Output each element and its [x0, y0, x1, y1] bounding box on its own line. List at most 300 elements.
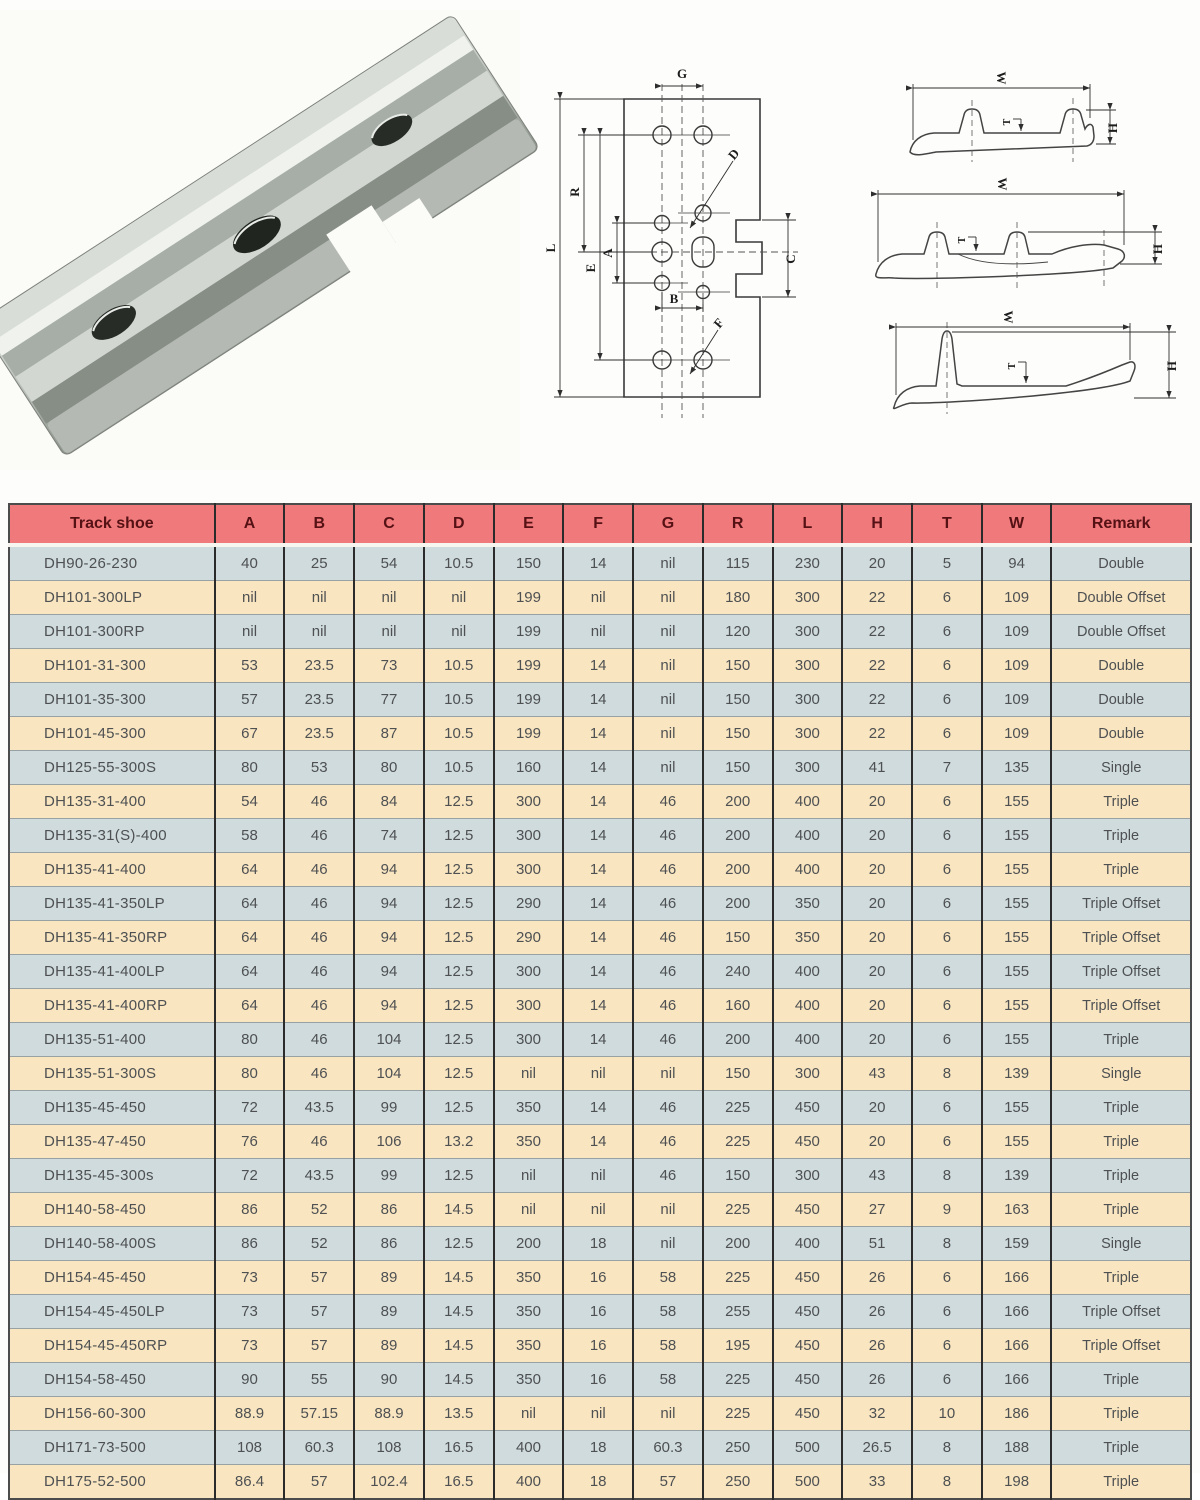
value-cell: nil — [424, 581, 494, 615]
value-cell: 73 — [354, 649, 424, 683]
remark-cell: Double — [1051, 683, 1191, 717]
value-cell: 200 — [703, 785, 773, 819]
value-cell: 10.5 — [424, 751, 494, 785]
value-cell: 26 — [842, 1261, 912, 1295]
value-cell: 150 — [703, 683, 773, 717]
value-cell: 94 — [354, 921, 424, 955]
value-cell: 26.5 — [842, 1431, 912, 1465]
value-cell: 10.5 — [424, 683, 494, 717]
value-cell: 160 — [494, 751, 564, 785]
value-cell: 52 — [284, 1227, 354, 1261]
value-cell: 46 — [284, 921, 354, 955]
value-cell: 6 — [912, 1023, 982, 1057]
value-cell: 350 — [494, 1363, 564, 1397]
value-cell: 46 — [284, 955, 354, 989]
value-cell: 155 — [982, 955, 1052, 989]
value-cell: 14 — [563, 819, 633, 853]
value-cell: nil — [563, 1193, 633, 1227]
value-cell: 230 — [773, 545, 843, 581]
value-cell: 225 — [703, 1397, 773, 1431]
value-cell: nil — [284, 581, 354, 615]
value-cell: 150 — [703, 717, 773, 751]
remark-cell: Double — [1051, 649, 1191, 683]
value-cell: 155 — [982, 785, 1052, 819]
value-cell: 46 — [633, 819, 703, 853]
value-cell: 198 — [982, 1465, 1052, 1500]
value-cell: 46 — [633, 853, 703, 887]
value-cell: 46 — [284, 819, 354, 853]
value-cell: 300 — [494, 1023, 564, 1057]
value-cell: 64 — [215, 955, 285, 989]
value-cell: 20 — [842, 545, 912, 581]
value-cell: 80 — [354, 751, 424, 785]
value-cell: nil — [424, 615, 494, 649]
remark-cell: Triple Offset — [1051, 1329, 1191, 1363]
table-row — [9, 1227, 1191, 1261]
value-cell: nil — [633, 717, 703, 751]
value-cell: 225 — [703, 1125, 773, 1159]
value-cell: 46 — [633, 1091, 703, 1125]
value-cell: 89 — [354, 1295, 424, 1329]
value-cell: nil — [354, 615, 424, 649]
value-cell: 450 — [773, 1329, 843, 1363]
value-cell: 46 — [633, 921, 703, 955]
table-row — [9, 989, 1191, 1023]
value-cell: 200 — [703, 1023, 773, 1057]
value-cell: 52 — [284, 1193, 354, 1227]
cross-sections-svg — [858, 40, 1200, 470]
value-cell: 6 — [912, 853, 982, 887]
value-cell: 400 — [773, 955, 843, 989]
value-cell: 109 — [982, 717, 1052, 751]
track-shoe-name: DH140-58-400S — [9, 1227, 215, 1261]
value-cell: 199 — [494, 581, 564, 615]
value-cell: 155 — [982, 921, 1052, 955]
table-row — [9, 853, 1191, 887]
value-cell: 46 — [633, 887, 703, 921]
value-cell: 99 — [354, 1159, 424, 1193]
track-shoe-name: DH135-41-400 — [9, 853, 215, 887]
value-cell: 57 — [284, 1465, 354, 1500]
value-cell: 14.5 — [424, 1193, 494, 1227]
track-shoe-name: DH135-45-450 — [9, 1091, 215, 1125]
value-cell: 14 — [563, 989, 633, 1023]
value-cell: nil — [215, 581, 285, 615]
value-cell: 46 — [284, 1023, 354, 1057]
value-cell: 350 — [773, 921, 843, 955]
value-cell: 104 — [354, 1023, 424, 1057]
value-cell: 400 — [773, 819, 843, 853]
value-cell: 120 — [703, 615, 773, 649]
value-cell: nil — [633, 649, 703, 683]
value-cell: 12.5 — [424, 1159, 494, 1193]
value-cell: 300 — [494, 955, 564, 989]
value-cell: 9 — [912, 1193, 982, 1227]
value-cell: 350 — [494, 1091, 564, 1125]
value-cell: 195 — [703, 1329, 773, 1363]
value-cell: 155 — [982, 1091, 1052, 1125]
value-cell: 43.5 — [284, 1091, 354, 1125]
track-shoe-name: DH135-47-450 — [9, 1125, 215, 1159]
table-row — [9, 819, 1191, 853]
value-cell: 94 — [354, 989, 424, 1023]
value-cell: 16 — [563, 1261, 633, 1295]
value-cell: 106 — [354, 1125, 424, 1159]
value-cell: 73 — [215, 1329, 285, 1363]
value-cell: 150 — [703, 1159, 773, 1193]
value-cell: 225 — [703, 1091, 773, 1125]
value-cell: 46 — [633, 1023, 703, 1057]
remark-cell: Triple — [1051, 1363, 1191, 1397]
value-cell: 46 — [633, 1125, 703, 1159]
value-cell: nil — [633, 1193, 703, 1227]
value-cell: 14 — [563, 683, 633, 717]
table-row — [9, 1159, 1191, 1193]
value-cell: 90 — [215, 1363, 285, 1397]
dim-label-f: F — [710, 315, 727, 331]
value-cell: 7 — [912, 751, 982, 785]
value-cell: 94 — [354, 853, 424, 887]
value-cell: 72 — [215, 1159, 285, 1193]
track-shoe-name: DH135-31-400 — [9, 785, 215, 819]
value-cell: 32 — [842, 1397, 912, 1431]
dim-label-t-top: T — [1002, 118, 1013, 126]
value-cell: 155 — [982, 887, 1052, 921]
track-shoe-name: DH154-45-450LP — [9, 1295, 215, 1329]
value-cell: 14 — [563, 649, 633, 683]
value-cell: 88.9 — [215, 1397, 285, 1431]
value-cell: 20 — [842, 1125, 912, 1159]
value-cell: 450 — [773, 1261, 843, 1295]
value-cell: nil — [494, 1159, 564, 1193]
remark-cell: Double — [1051, 717, 1191, 751]
remark-cell: Triple — [1051, 1465, 1191, 1500]
value-cell: 290 — [494, 921, 564, 955]
table-header-row — [9, 504, 1191, 545]
value-cell: 64 — [215, 853, 285, 887]
track-shoe-name: DH156-60-300 — [9, 1397, 215, 1431]
value-cell: 400 — [773, 989, 843, 1023]
remark-cell: Triple Offset — [1051, 887, 1191, 921]
value-cell: 87 — [354, 717, 424, 751]
plan-view-svg — [540, 40, 870, 460]
track-shoe-name: DH135-31(S)-400 — [9, 819, 215, 853]
value-cell: 14.5 — [424, 1261, 494, 1295]
value-cell: nil — [633, 615, 703, 649]
value-cell: 102.4 — [354, 1465, 424, 1500]
value-cell: 12.5 — [424, 887, 494, 921]
value-cell: 225 — [703, 1193, 773, 1227]
value-cell: 20 — [842, 955, 912, 989]
table-row — [9, 1125, 1191, 1159]
value-cell: 108 — [354, 1431, 424, 1465]
value-cell: 58 — [633, 1295, 703, 1329]
value-cell: 400 — [773, 1023, 843, 1057]
value-cell: 64 — [215, 887, 285, 921]
value-cell: 16.5 — [424, 1465, 494, 1500]
value-cell: 73 — [215, 1295, 285, 1329]
track-shoe-photo-svg — [0, 10, 520, 470]
dim-label-t-bot: T — [1007, 362, 1018, 370]
value-cell: 22 — [842, 649, 912, 683]
value-cell: 43.5 — [284, 1159, 354, 1193]
value-cell: 86 — [215, 1227, 285, 1261]
value-cell: nil — [284, 615, 354, 649]
double-grouser-section — [910, 72, 1120, 163]
table-row — [9, 1295, 1191, 1329]
remark-cell: Double Offset — [1051, 615, 1191, 649]
table-row — [9, 1329, 1191, 1363]
value-cell: 55 — [284, 1363, 354, 1397]
value-cell: 74 — [354, 819, 424, 853]
value-cell: 58 — [633, 1329, 703, 1363]
value-cell: 350 — [773, 887, 843, 921]
remark-cell: Triple — [1051, 1091, 1191, 1125]
value-cell: 94 — [354, 955, 424, 989]
dim-label-l: L — [543, 243, 558, 253]
value-cell: 60.3 — [633, 1431, 703, 1465]
value-cell: 400 — [773, 853, 843, 887]
value-cell: 41 — [842, 751, 912, 785]
dim-label-a: A — [600, 248, 615, 258]
value-cell: 6 — [912, 989, 982, 1023]
value-cell: 450 — [773, 1125, 843, 1159]
column-header-r: R — [703, 504, 773, 545]
value-cell: 86.4 — [215, 1465, 285, 1500]
value-cell: 16 — [563, 1363, 633, 1397]
value-cell: 12.5 — [424, 955, 494, 989]
value-cell: 6 — [912, 955, 982, 989]
table-row — [9, 649, 1191, 683]
remark-cell: Single — [1051, 1227, 1191, 1261]
track-shoe-name: DH101-31-300 — [9, 649, 215, 683]
value-cell: 400 — [494, 1431, 564, 1465]
value-cell: 6 — [912, 1363, 982, 1397]
value-cell: 199 — [494, 615, 564, 649]
value-cell: nil — [563, 581, 633, 615]
value-cell: nil — [633, 581, 703, 615]
value-cell: 450 — [773, 1091, 843, 1125]
value-cell: nil — [563, 1159, 633, 1193]
table-row — [9, 1363, 1191, 1397]
value-cell: 46 — [633, 955, 703, 989]
value-cell: 43 — [842, 1159, 912, 1193]
value-cell: 20 — [842, 1023, 912, 1057]
dim-label-g: G — [676, 66, 688, 81]
table-row — [9, 683, 1191, 717]
table-row — [9, 1261, 1191, 1295]
dim-label-e: E — [583, 263, 598, 273]
value-cell: 199 — [494, 717, 564, 751]
value-cell: 46 — [284, 1125, 354, 1159]
table-row — [9, 545, 1191, 581]
plate-outline — [624, 99, 762, 397]
value-cell: 155 — [982, 1125, 1052, 1159]
track-shoe-name: DH101-300RP — [9, 615, 215, 649]
track-shoe-name: DH140-58-450 — [9, 1193, 215, 1227]
value-cell: 14 — [563, 955, 633, 989]
value-cell: 12.5 — [424, 1057, 494, 1091]
track-shoe-name: DH154-45-450RP — [9, 1329, 215, 1363]
value-cell: 180 — [703, 581, 773, 615]
value-cell: 94 — [982, 545, 1052, 581]
value-cell: 54 — [215, 785, 285, 819]
value-cell: 12.5 — [424, 853, 494, 887]
value-cell: 109 — [982, 649, 1052, 683]
value-cell: 12.5 — [424, 819, 494, 853]
value-cell: 6 — [912, 683, 982, 717]
value-cell: nil — [633, 751, 703, 785]
value-cell: 14 — [563, 1125, 633, 1159]
value-cell: 12.5 — [424, 989, 494, 1023]
value-cell: 166 — [982, 1261, 1052, 1295]
value-cell: 163 — [982, 1193, 1052, 1227]
value-cell: 18 — [563, 1431, 633, 1465]
remark-cell: Triple — [1051, 1431, 1191, 1465]
value-cell: 16 — [563, 1295, 633, 1329]
value-cell: 20 — [842, 785, 912, 819]
remark-cell: Single — [1051, 751, 1191, 785]
track-shoe-name: DH101-35-300 — [9, 683, 215, 717]
value-cell: 6 — [912, 1091, 982, 1125]
value-cell: 46 — [633, 785, 703, 819]
value-cell: 33 — [842, 1465, 912, 1500]
value-cell: nil — [633, 683, 703, 717]
dim-label-h-mid: H — [1150, 243, 1165, 255]
track-shoe-name: DH135-41-350LP — [9, 887, 215, 921]
value-cell: 155 — [982, 1023, 1052, 1057]
value-cell: 450 — [773, 1193, 843, 1227]
dim-label-w-top: W — [994, 71, 1009, 85]
value-cell: 300 — [773, 1057, 843, 1091]
value-cell: 400 — [494, 1465, 564, 1500]
value-cell: 300 — [773, 615, 843, 649]
value-cell: 6 — [912, 1261, 982, 1295]
value-cell: 250 — [703, 1431, 773, 1465]
bolt-holes — [652, 126, 714, 369]
value-cell: 6 — [912, 717, 982, 751]
value-cell: 200 — [703, 819, 773, 853]
value-cell: 8 — [912, 1227, 982, 1261]
value-cell: 255 — [703, 1295, 773, 1329]
value-cell: 199 — [494, 683, 564, 717]
column-header-g: G — [633, 504, 703, 545]
value-cell: 166 — [982, 1295, 1052, 1329]
value-cell: nil — [494, 1193, 564, 1227]
value-cell: 300 — [494, 853, 564, 887]
value-cell: 64 — [215, 921, 285, 955]
track-shoe-name: DH125-55-300S — [9, 751, 215, 785]
remark-cell: Triple — [1051, 1125, 1191, 1159]
remark-cell: Triple — [1051, 1023, 1191, 1057]
table-row — [9, 581, 1191, 615]
value-cell: 10.5 — [424, 649, 494, 683]
value-cell: 20 — [842, 989, 912, 1023]
value-cell: 22 — [842, 615, 912, 649]
track-shoe-name: DH171-73-500 — [9, 1431, 215, 1465]
value-cell: 400 — [773, 785, 843, 819]
value-cell: 500 — [773, 1465, 843, 1500]
value-cell: 450 — [773, 1397, 843, 1431]
remark-cell: Triple Offset — [1051, 921, 1191, 955]
table-row — [9, 1057, 1191, 1091]
dim-label-w-bot: W — [1001, 310, 1016, 324]
plan-view-diagram — [540, 40, 870, 460]
value-cell: nil — [354, 581, 424, 615]
value-cell: 14 — [563, 853, 633, 887]
value-cell: 57 — [633, 1465, 703, 1500]
table-body — [9, 545, 1191, 1499]
value-cell: 300 — [773, 683, 843, 717]
value-cell: 150 — [703, 921, 773, 955]
value-cell: 350 — [494, 1261, 564, 1295]
track-shoe-name: DH135-51-400 — [9, 1023, 215, 1057]
column-header-track-shoe: Track shoe — [9, 504, 215, 545]
dim-label-w-mid: W — [995, 177, 1010, 191]
remark-cell: Triple — [1051, 1397, 1191, 1431]
value-cell: 150 — [703, 649, 773, 683]
dim-label-c: C — [783, 254, 798, 264]
value-cell: 80 — [215, 751, 285, 785]
value-cell: 22 — [842, 717, 912, 751]
remark-cell: Triple Offset — [1051, 989, 1191, 1023]
value-cell: 13.5 — [424, 1397, 494, 1431]
triple-grouser-section — [876, 178, 1165, 289]
value-cell: 90 — [354, 1363, 424, 1397]
value-cell: 23.5 — [284, 649, 354, 683]
value-cell: 250 — [703, 1465, 773, 1500]
value-cell: 6 — [912, 615, 982, 649]
value-cell: 8 — [912, 1057, 982, 1091]
value-cell: 300 — [773, 717, 843, 751]
table-row — [9, 1465, 1191, 1500]
value-cell: 86 — [354, 1227, 424, 1261]
value-cell: nil — [215, 615, 285, 649]
value-cell: 290 — [494, 887, 564, 921]
value-cell: 350 — [494, 1125, 564, 1159]
value-cell: 300 — [773, 1159, 843, 1193]
track-shoe-name: DH90-26-230 — [44, 555, 138, 572]
value-cell: 300 — [494, 785, 564, 819]
value-cell: 14 — [563, 921, 633, 955]
value-cell: 12.5 — [424, 921, 494, 955]
table-row — [9, 1431, 1191, 1465]
value-cell: 57 — [284, 1261, 354, 1295]
table-row — [9, 1397, 1191, 1431]
dim-label-r: R — [567, 187, 582, 197]
value-cell: 500 — [773, 1431, 843, 1465]
value-cell: 20 — [842, 853, 912, 887]
value-cell: 135 — [982, 751, 1052, 785]
value-cell: 57 — [215, 683, 285, 717]
column-header-d: D — [424, 504, 494, 545]
value-cell: 10 — [912, 1397, 982, 1431]
table-row — [9, 785, 1191, 819]
value-cell: 300 — [494, 819, 564, 853]
value-cell: 200 — [703, 853, 773, 887]
column-header-e: E — [494, 504, 564, 545]
value-cell: 43 — [842, 1057, 912, 1091]
value-cell: 26 — [842, 1329, 912, 1363]
dim-label-h-bot: H — [1164, 360, 1179, 372]
value-cell: 166 — [982, 1363, 1052, 1397]
spec-table — [8, 503, 1192, 1500]
value-cell: 57.15 — [284, 1397, 354, 1431]
value-cell: 46 — [633, 989, 703, 1023]
value-cell: 22 — [842, 581, 912, 615]
track-shoe-name: DH135-51-300S — [9, 1057, 215, 1091]
value-cell: 99 — [354, 1091, 424, 1125]
